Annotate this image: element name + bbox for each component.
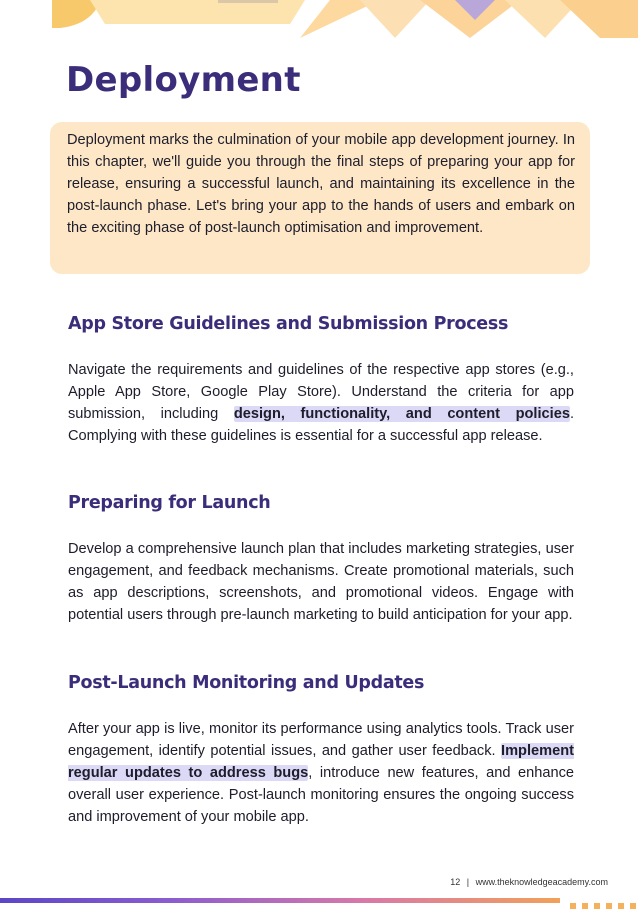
intro-text: Deployment marks the culmination of your mobile app development journey. In this chapter, we'll guide you through the final steps of preparing your app for release, ensuring a successful launch, and maintaining its excellence in the post-launch phase. Let's bring your app to the hands of users and embark on the exciting phase of post-launch optimisation and improvement. (67, 132, 575, 236)
section-body-post-launch (68, 718, 574, 828)
square-icon (618, 903, 624, 909)
square-icon (582, 903, 588, 909)
square-icon (630, 903, 636, 909)
page-number: 12 (450, 877, 461, 887)
page-title: Deployment (66, 60, 301, 100)
section-text: Develop a comprehensive launch plan that includes marketing strategies, user engagement, and feedback mechanisms. Create promotional materials, such as app descriptions, screenshots, and promotional videos. Engage with potential users through pre-launch marketing to build anticipation for your app. (68, 541, 574, 623)
footer-gradient-bar (0, 898, 560, 903)
section-body-app-store (68, 359, 574, 447)
section-heading-post-launch: Post-Launch Monitoring and Updates (68, 673, 425, 693)
section-text: Navigate the requirements and guidelines of the respective app stores (e.g., Apple App Store, Google Play Store). Understand the criteria for app submission, including (68, 362, 574, 422)
section-body-preparing-launch (68, 538, 574, 626)
page-footer (446, 877, 608, 887)
section-heading-preparing-launch: Preparing for Launch (68, 493, 271, 513)
square-icon (570, 903, 576, 909)
section-text: After your app is live, monitor its performance using analytics tools. Track user engagement, identify potential issues, and gather user feedback. (68, 721, 574, 759)
section-text: , introduce new features, and enhance overall user experience. Post-launch monitoring ensures the ongoing success and improvement of your mobile app. (68, 765, 574, 825)
footer-website-link[interactable]: www.theknowledgeacademy.com (475, 877, 608, 887)
header-decoration (0, 0, 638, 38)
highlight-text: design, functionality, and content policies (233, 406, 570, 422)
intro-box (50, 122, 590, 274)
section-text: . Complying with these guidelines is essential for a successful app release. (68, 406, 574, 444)
square-icon (594, 903, 600, 909)
footer-separator: | (466, 877, 470, 887)
highlight-text: Implement regular updates to address bugs (68, 743, 574, 781)
section-heading-app-store: App Store Guidelines and Submission Process (68, 314, 509, 334)
footer-squares (564, 896, 636, 902)
square-icon (606, 903, 612, 909)
